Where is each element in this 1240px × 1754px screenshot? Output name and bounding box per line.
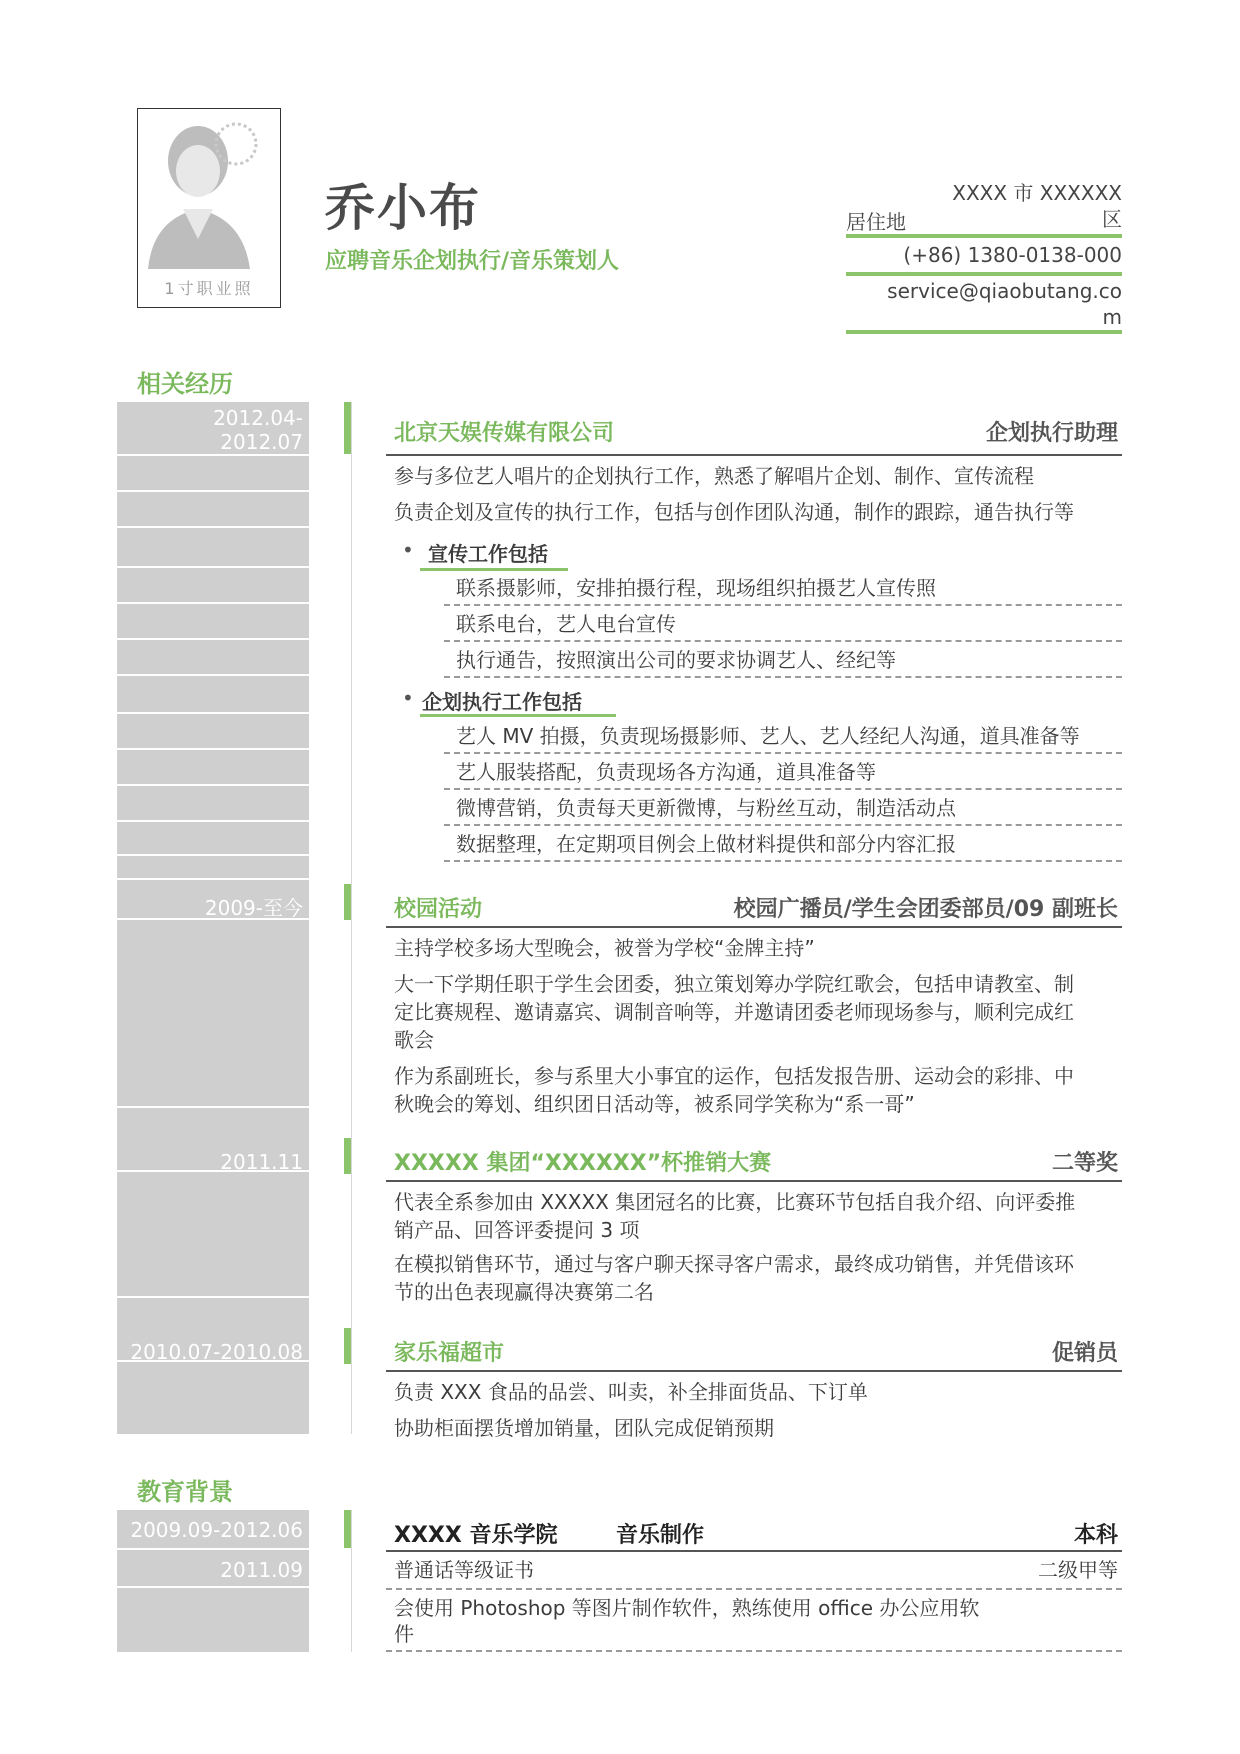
dashed-divider [444,640,1122,642]
contact-divider [846,272,1122,276]
edu-date: 2009.09-2012.06 [130,1518,303,1542]
candidate-name: 乔小布 [325,179,481,237]
exp2-line: 作为系副班长，参与系里大小事宜的运作，包括发报告册、运动会的彩排、中 [394,1064,1074,1088]
exp4-line: 协助柜面摆货增加销量，团队完成促销预期 [394,1416,774,1440]
dashed-divider [444,752,1122,754]
exp2-divider [386,926,1122,928]
edu-cert-date: 2011.09 [220,1558,303,1582]
exp1-sub2-item: 微博营销，负责每天更新微博，与粉丝互动，制造活动点 [456,796,956,820]
row-separator [117,1106,309,1108]
exp1-sub2-item: 艺人 MV 拍摄，负责现场摄影师、艺人、艺人经纪人沟通，道具准备等 [456,724,1080,748]
exp3-organization: XXXXX 集团“XXXXXX”杯推销大赛 [394,1151,772,1176]
exp4-role: 促销员 [1051,1341,1118,1366]
address-line2: 区 [1102,207,1122,231]
phone-number: (+86) 1380-0138-000 [903,243,1122,267]
row-separator [117,854,309,856]
exp3-line: 代表全系参加由 XXXXX 集团冠名的比赛，比赛环节包括自我介绍、向评委推 [394,1190,1076,1214]
exp2-organization: 校园活动 [394,897,483,922]
row-separator [117,526,309,528]
exp4-date: 2010.07-2010.08 [130,1340,303,1364]
exp2-line: 歌会 [394,1028,434,1052]
exp4-divider [386,1370,1122,1372]
exp1-sub1-item: 联系电台，艺人电台宣传 [456,612,676,636]
edu-divider [386,1550,1122,1552]
profile-photo [137,108,281,308]
row-separator [117,1296,309,1298]
timeline-line [351,1510,352,1652]
dashed-divider [444,788,1122,790]
bullet-icon: • [402,538,414,562]
timeline-marker [344,884,351,920]
row-separator [117,878,309,880]
email-line2: m [1102,305,1122,329]
section-title-education: 教育背景 [137,1478,233,1506]
row-separator [117,712,309,714]
exp1-divider [386,454,1122,456]
row-separator [117,490,309,492]
exp1-sub1-title: 宣传工作包括 [428,542,548,566]
exp2-line: 秋晚会的筹划、组织团日活动等，被系同学笑称为“系一哥” [394,1092,915,1116]
sub-underline [420,568,568,571]
exp2-line: 大一下学期任职于学生会团委，独立策划筹办学院红歌会，包括申请教室、制 [394,972,1074,996]
edu-school: XXXX 音乐学院 [394,1523,558,1548]
dashed-divider [444,676,1122,678]
dashed-divider [444,604,1122,606]
exp1-sub1-item: 联系摄影师，安排拍摄行程，现场组织拍摄艺人宣传照 [456,576,936,600]
exp1-line: 参与多位艺人唱片的企划执行工作，熟悉了解唱片企划、制作、宣传流程 [394,464,1034,488]
exp1-date-end: 2012.07 [220,430,303,454]
exp3-date: 2011.11 [220,1150,303,1174]
exp1-role: 企划执行助理 [985,421,1118,446]
timeline-marker [344,1328,351,1364]
row-separator [117,748,309,750]
bullet-icon: • [402,686,414,710]
row-separator [117,454,309,456]
exp1-sub2-title: 企划执行工作包括 [422,690,582,714]
sub-underline [420,714,616,717]
edu-cert: 普通话等级证书 [394,1558,534,1582]
edu-degree: 本科 [1073,1523,1118,1548]
exp1-sub2-item: 数据整理，在定期项目例会上做材料提供和部分内容汇报 [456,832,956,856]
address-label: 居住地 [846,210,906,234]
exp2-date: 2009-至今 [204,896,303,920]
exp1-line: 负责企划及宣传的执行工作，包括与创作团队沟通，制作的跟踪，通告执行等 [394,500,1074,524]
exp3-divider [386,1180,1122,1182]
email-line1: service@qiaobutang.co [887,279,1122,303]
timeline-marker [344,1510,351,1548]
timeline-marker [344,1138,351,1174]
row-separator [117,820,309,822]
exp2-role: 校园广播员/学生会团委部员/09 副班长 [733,897,1118,922]
dashed-divider [444,860,1122,862]
dashed-divider [386,1650,1122,1652]
exp3-line: 销产品、回答评委提问 3 项 [394,1218,640,1242]
exp1-organization: 北京天娱传媒有限公司 [394,421,615,446]
exp1-date-start: 2012.04- [213,406,303,430]
avatar-silhouette-icon [138,109,280,279]
row-separator [117,674,309,676]
exp2-line: 主持学校多场大型晚会，被誉为学校“金牌主持” [394,936,815,960]
timeline-line [351,402,352,1434]
exp1-sub2-item: 艺人服装搭配，负责现场各方沟通，道具准备等 [456,760,876,784]
timeline-marker [344,402,351,454]
row-separator [117,784,309,786]
exp3-award: 二等奖 [1051,1151,1118,1176]
exp4-line: 负责 XXX 食品的品尝、叫卖，补全排面货品、下订单 [394,1380,868,1404]
row-separator [117,602,309,604]
dashed-divider [444,824,1122,826]
exp4-organization: 家乐福超市 [394,1341,505,1366]
row-separator [117,638,309,640]
edu-major: 音乐制作 [616,1523,705,1548]
exp3-line: 在模拟销售环节，通过与客户聊天探寻客户需求，最终成功销售，并凭借该环 [394,1252,1074,1276]
address-line1: XXXX 市 XXXXXX [952,181,1122,205]
job-title: 应聘音乐企划执行/音乐策划人 [325,249,620,274]
row-separator [117,1548,309,1550]
row-separator [117,1586,309,1588]
edu-cert-level: 二级甲等 [1038,1558,1118,1582]
exp1-sub1-item: 执行通告，按照演出公司的要求协调艺人、经纪等 [456,648,896,672]
contact-divider [846,330,1122,334]
section-title-experience: 相关经历 [137,370,233,398]
row-separator [117,566,309,568]
edu-skill-line: 会使用 Photoshop 等图片制作软件，熟练使用 office 办公应用软 [394,1596,980,1620]
edu-skill-line: 件 [394,1622,414,1646]
photo-caption: 1寸职业照 [164,279,254,298]
exp3-line: 节的出色表现赢得决赛第二名 [394,1280,654,1304]
contact-divider [846,234,1122,238]
dashed-divider [386,1588,1122,1590]
exp2-line: 定比赛规程、邀请嘉宾、调制音响等，并邀请团委老师现场参与，顺利完成红 [394,1000,1074,1024]
